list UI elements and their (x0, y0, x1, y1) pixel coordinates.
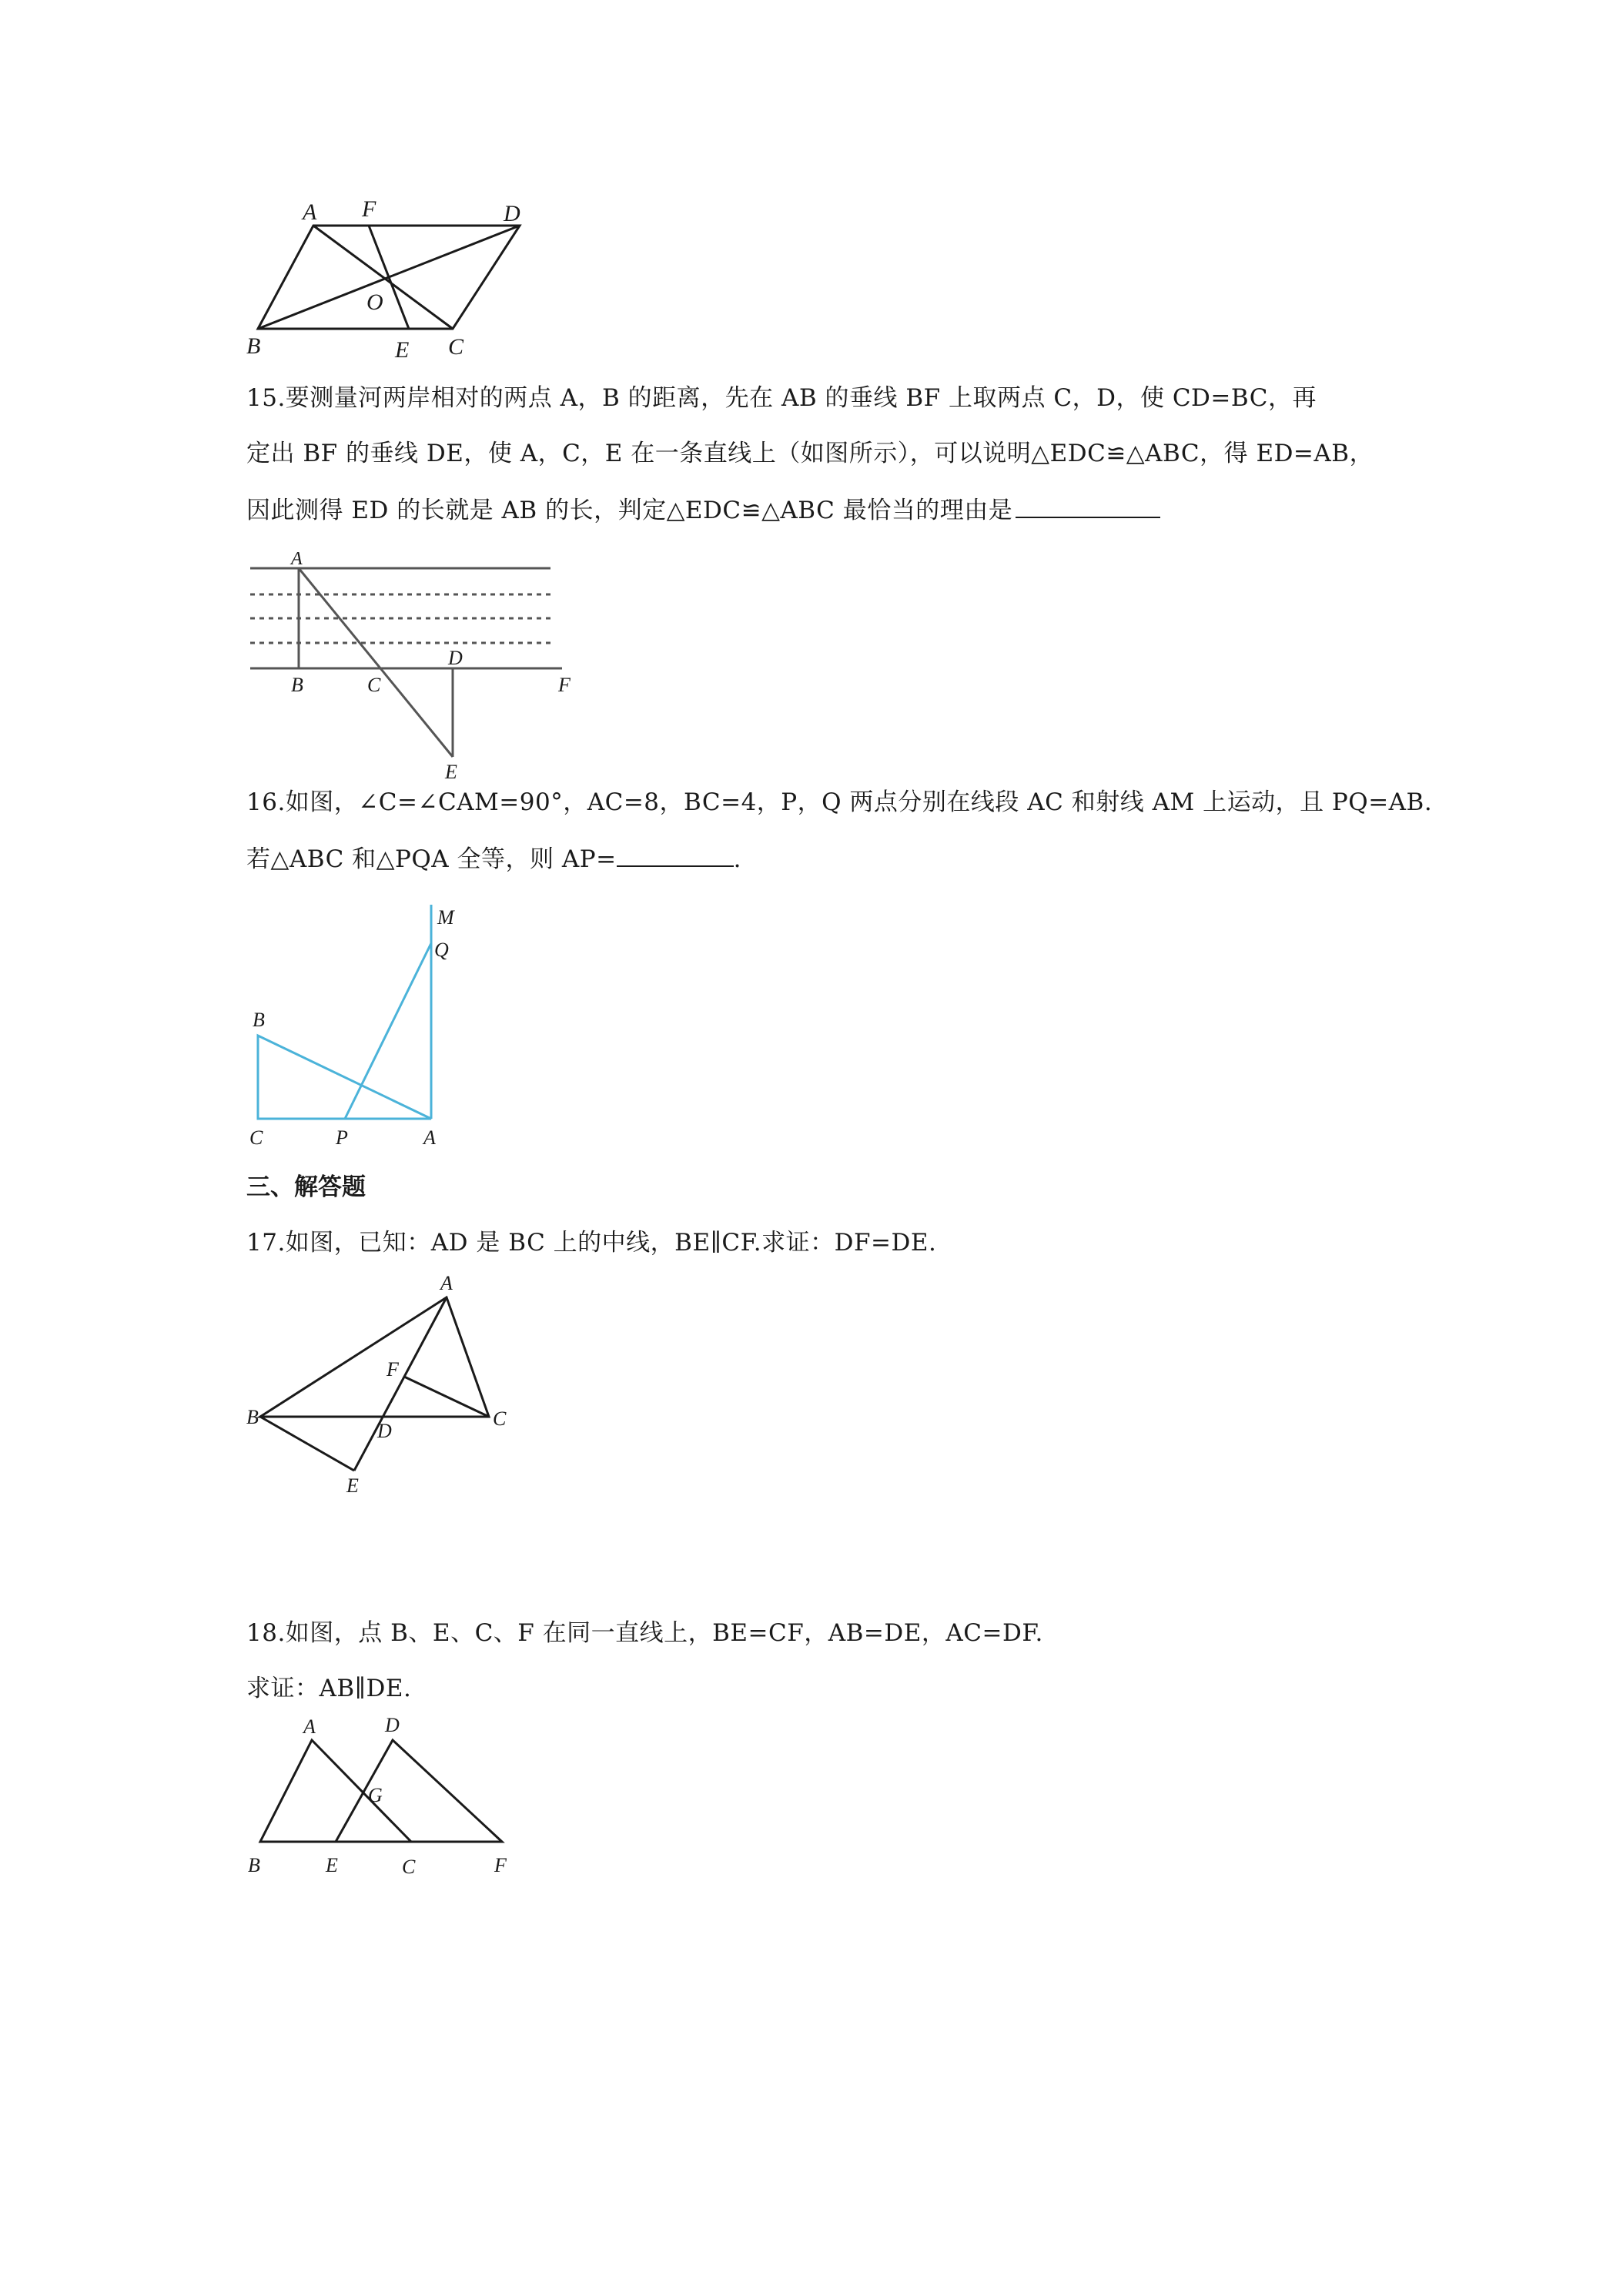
overlapping-triangles-figure (246, 1713, 524, 1890)
label-o: O (366, 290, 383, 315)
label-b: B (253, 1009, 265, 1031)
label-d: D (448, 647, 463, 669)
q15-line-1: 15.要测量河两岸相对的两点 A，B 的距离，先在 AB 的垂线 BF 上取两点 C，D，使 CD=BC，再 (246, 384, 1317, 412)
label-b: B (246, 1406, 259, 1428)
label-a: A (291, 549, 303, 569)
label-p: P (336, 1126, 348, 1149)
segment-be (260, 1417, 354, 1471)
label-d: D (385, 1714, 400, 1736)
label-d: D (504, 201, 520, 226)
label-c: C (448, 334, 464, 360)
q18-line-2: 求证：AB∥DE. (246, 1675, 412, 1702)
q15-answer-blank[interactable] (1016, 494, 1160, 518)
label-e: E (395, 337, 410, 363)
label-c: C (249, 1126, 263, 1149)
triangle-abc (260, 1297, 489, 1417)
q16-line-2 (246, 842, 741, 875)
label-b: B (246, 333, 261, 359)
label-e: E (445, 761, 457, 783)
label-a: A (303, 1715, 316, 1738)
q15-line-2: 定出 BF 的垂线 DE，使 A，C，E 在一条直线上（如图所示），可以说明△EDC≌△ABC，得 ED=AB， (246, 440, 1374, 467)
q16-answer-blank[interactable] (617, 842, 734, 867)
label-f: F (362, 196, 376, 222)
q15-line-3 (246, 494, 1160, 526)
q16-line-2-text: 若△ABC 和△PQA 全等，则 AP= (246, 845, 617, 873)
label-q: Q (434, 939, 449, 961)
right-triangle-figure (246, 901, 477, 1155)
q18-line-1: 18.如图，点 B、E、C、F 在同一直线上，BE=CF，AB=DE，AC=DF. (246, 1619, 1043, 1647)
label-c: C (367, 674, 381, 696)
label-d: D (377, 1420, 392, 1442)
q15-line-3-text: 因此测得 ED 的长就是 AB 的长，判定△EDC≌△ABC 最恰当的理由是 (246, 497, 1013, 524)
label-f: F (494, 1854, 507, 1876)
river-figure (246, 543, 585, 789)
label-c: C (402, 1856, 416, 1878)
section-heading: 三、解答题 (246, 1173, 366, 1201)
label-e: E (346, 1474, 359, 1497)
label-a: A (440, 1272, 453, 1294)
triangle-abc (258, 1036, 431, 1119)
label-a: A (423, 1126, 436, 1149)
segment-ae (299, 568, 453, 757)
q16-line-2-end: . (733, 845, 741, 873)
label-b: B (248, 1854, 260, 1876)
parallelogram-figure (246, 196, 539, 366)
triangle-abc (260, 1740, 411, 1842)
label-c: C (493, 1407, 507, 1430)
median-triangle-figure (246, 1274, 524, 1536)
label-e: E (326, 1854, 338, 1876)
q16-line-1: 16.如图，∠C=∠CAM=90°，AC=8，BC=4，P，Q 两点分别在线段 AC 和射线 AM 上运动，且 PQ=AB. (246, 788, 1433, 816)
label-m: M (437, 906, 454, 929)
segment-pq (345, 943, 431, 1119)
q17-line-1: 17.如图，已知：AD 是 BC 上的中线，BE∥CF.求证：DF=DE. (246, 1229, 937, 1257)
segment-ae (354, 1297, 447, 1471)
label-a: A (303, 199, 317, 225)
label-f: F (558, 674, 571, 696)
label-f: F (387, 1358, 399, 1381)
label-b: B (291, 674, 303, 696)
label-g: G (368, 1784, 383, 1806)
